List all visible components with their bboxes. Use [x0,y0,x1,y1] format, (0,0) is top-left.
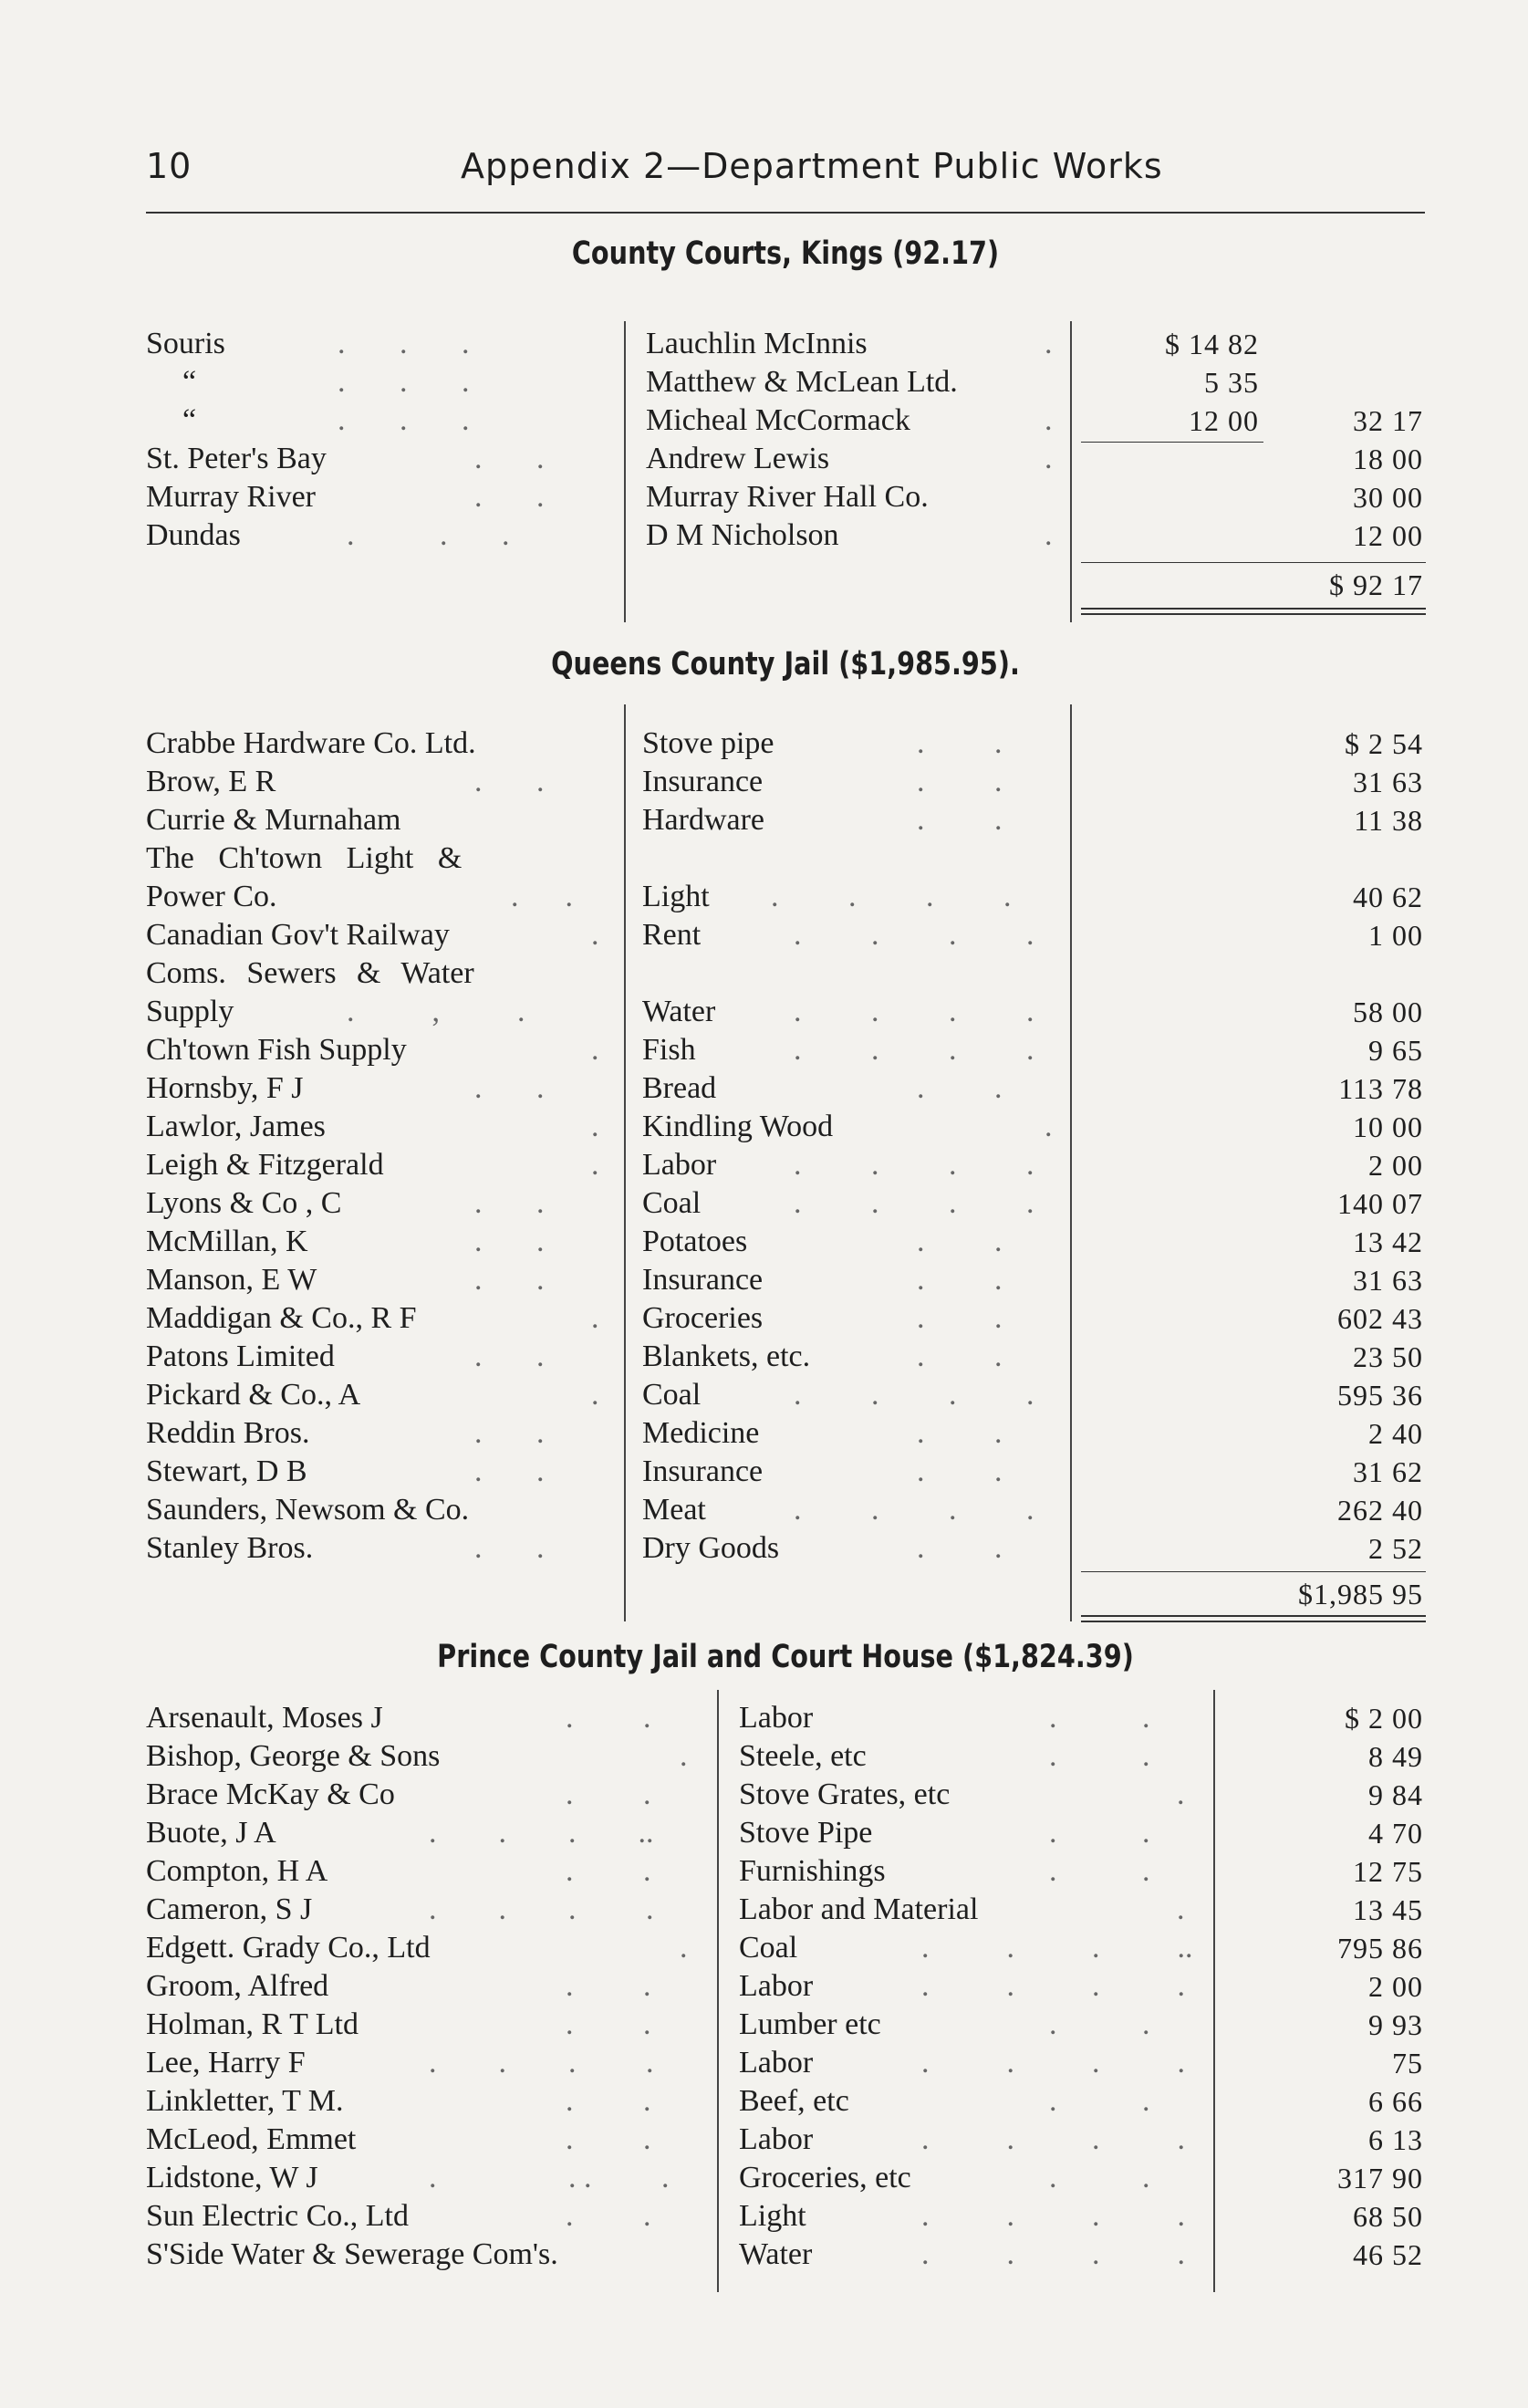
item-cell: Insurance [642,765,764,798]
table-row [0,363,1528,401]
table-row [0,2044,1528,2082]
leader-dots: . . . . [921,2237,1185,2271]
table-row [0,1891,1528,1929]
amount-cell: 602 43 [1337,1302,1423,1335]
table-row [0,478,1528,516]
leader-dots: . [680,1931,688,1965]
amount-cell: $ 2 00 [1345,1702,1423,1735]
leader-dots: . [591,1110,599,1143]
table-row [0,566,1528,604]
subtotal-cell: 5 35 [1204,366,1259,399]
table-row [0,1376,1528,1414]
item-cell: Coal [642,1186,702,1220]
table-row [0,1414,1528,1453]
amount-cell: 140 07 [1337,1187,1423,1220]
place-cell: Dundas [146,518,241,552]
leader-dots: . . . [338,365,470,399]
name-cell: Crabbe Hardware Co. Ltd. [146,726,476,760]
table-row [0,1338,1528,1376]
leader-dots: . . . . [794,995,1034,1028]
name-cell: McMillan, K [146,1225,308,1258]
table-row [0,1575,1528,1613]
item-cell: Water [739,2237,813,2271]
leader-dots: . . [474,1416,545,1450]
name-cell: Holman, R T Ltd [146,2007,359,2041]
leader-dots: . . [474,1263,545,1297]
item-cell: Fish [642,1033,696,1067]
item-cell: Groceries, etc [739,2161,911,2194]
table-row [0,954,1528,993]
leader-dots: . . . . [794,1378,1034,1412]
name-cell: Lyons & Co , C [146,1186,342,1220]
table-row [0,1737,1528,1776]
leader-dots: . . [1049,1739,1150,1773]
item-cell: Light [739,2199,806,2233]
leader-dots: . . [1049,2007,1150,2041]
leader-dots: . . . . [921,2199,1185,2233]
name-cell: Sun Electric Co., Ltd [146,2199,410,2233]
kings-section-title: County Courts, Kings (92.17) [571,235,1000,272]
leader-dots: . . [1049,1701,1150,1735]
item-cell: Stove Pipe [739,1816,873,1850]
item-cell: Stove pipe [642,726,774,760]
payee-cell: Andrew Lewis [646,442,830,475]
amount-cell: 4 70 [1368,1817,1423,1850]
leader-dots: . . . . [794,1493,1034,1527]
name-cell: Manson, E W [146,1263,317,1297]
item-cell: Water [642,995,716,1028]
table-row [0,1776,1528,1814]
subtotal-cell: 12 00 [1189,404,1259,437]
amount-cell: 8 49 [1368,1740,1423,1773]
name-cell: Brow, E R [146,765,276,798]
leader-dots: . [591,1033,599,1067]
payee-cell: Lauchlin McInnis [646,327,868,360]
amount-cell: 10 00 [1353,1110,1423,1143]
leader-dots: . . [566,1701,651,1735]
amount-cell: 595 36 [1337,1379,1423,1412]
grand-total: $1,985 95 [1298,1578,1423,1611]
leader-dots: . . [917,1071,1003,1105]
item-cell: Rent [642,918,702,952]
amount-cell: 6 66 [1368,2085,1423,2118]
leader-dots: . . . . [921,2122,1185,2156]
leader-dots: . . [566,2084,651,2118]
item-cell: Labor [739,2122,814,2156]
table-row [0,1299,1528,1338]
name-cell: Patons Limited [146,1340,335,1373]
leader-dots: . . . . [771,880,1012,913]
leader-dots: . . [917,1263,1003,1297]
leader-dots: . [1045,1110,1053,1143]
name-cell: Cameron, S J [146,1892,313,1926]
table-row [0,801,1528,839]
table-row [0,1529,1528,1568]
payee-cell: D M Nicholson [646,518,839,552]
leader-dots: . . . . [429,1892,654,1926]
table-row [0,1031,1528,1069]
leader-dots: . . [917,726,1003,760]
name-cell: Leigh & Fitzgerald [146,1148,384,1182]
leader-dots: . . [566,1777,651,1811]
table-row [0,1261,1528,1299]
name-cell: Supply [146,995,234,1028]
item-cell: Beef, etc [739,2084,849,2118]
amount-cell: 11 38 [1354,804,1423,837]
amount-cell: 795 86 [1337,1932,1423,1965]
table-row [0,916,1528,954]
leader-dots: . . [474,1454,545,1488]
amount-cell: 40 62 [1353,881,1423,913]
item-cell: Hardware [642,803,765,837]
leader-dots: . [680,1739,688,1773]
double-rule [1081,1621,1426,1622]
item-cell: Potatoes [642,1225,748,1258]
name-cell: Currie & Murnaham [146,803,401,837]
name-cell: Buote, J A [146,1816,276,1850]
leader-dots: . . [474,765,545,798]
leader-dots: . . . [347,518,510,552]
amount-cell: 13 42 [1353,1225,1423,1258]
name-cell: Lawlor, James [146,1110,326,1143]
table-row [0,1184,1528,1223]
amount-cell: 9 93 [1368,2008,1423,2041]
leader-dots: . . . . [794,1148,1034,1182]
header-rule [146,212,1425,214]
place-cell: “ [182,403,197,437]
leader-dots: . [1177,1777,1185,1811]
payee-cell: Murray River Hall Co. [646,480,929,514]
name-cell: Power Co. [146,880,277,913]
name-cell: Reddin Bros. [146,1416,310,1450]
double-rule [1081,613,1426,615]
table-row [0,2236,1528,2274]
name-cell: Coms. Sewers & Water [146,956,474,990]
table-row [0,724,1528,763]
table-row [0,1852,1528,1891]
amount-cell: 9 65 [1368,1034,1423,1067]
leader-dots: . . [1049,2084,1150,2118]
name-cell: Stewart, D B [146,1454,307,1488]
leader-dots: . [591,1378,599,1412]
total-rule [1081,1571,1426,1572]
prince-section-title: Prince County Jail and Court House ($1,824.39) [437,1639,1134,1675]
table-row [0,516,1528,555]
amount-cell: 262 40 [1337,1494,1423,1527]
amount-cell: 31 63 [1353,766,1423,798]
grand-total: $ 92 17 [1329,568,1423,601]
leader-dots: . . . [338,327,470,360]
name-cell: Lee, Harry F [146,2046,306,2080]
name-cell: S'Side Water & Sewerage Com's. [146,2237,558,2271]
item-cell: Light [642,880,710,913]
amount-cell: 13 45 [1353,1893,1423,1926]
leader-dots: . [1177,1892,1185,1926]
leader-dots: . . . . [921,1969,1185,2003]
amount-cell: 113 78 [1338,1072,1423,1105]
item-cell: Furnishings [739,1854,886,1888]
leader-dots: . . [917,1301,1003,1335]
table-row [0,763,1528,801]
item-cell: Kindling Wood [642,1110,834,1143]
leader-dots: . . [474,442,545,475]
amount-cell: 58 00 [1353,996,1423,1028]
total-cell: 18 00 [1353,443,1423,475]
leader-dots: . . [1049,2161,1150,2194]
table-row [0,1453,1528,1491]
name-cell: Saunders, Newsom & Co. [146,1493,470,1527]
item-cell: Groceries [642,1301,764,1335]
table-row [0,1967,1528,2006]
name-cell: Linkletter, T M. [146,2084,344,2118]
amount-cell: 68 50 [1353,2200,1423,2233]
leader-dots: . , . [347,995,525,1028]
name-cell: The Ch'town Light & [146,841,463,875]
leader-dots: . [591,1148,599,1182]
leader-dots: . . [566,2199,651,2233]
item-cell: Meat [642,1493,706,1527]
place-cell: “ [182,365,197,399]
item-cell: Stove Grates, etc [739,1777,951,1811]
double-rule [1081,608,1426,610]
leader-dots: . . [917,1340,1003,1373]
table-row [0,993,1528,1031]
amount-cell: 2 00 [1368,1149,1423,1182]
amount-cell: 23 50 [1353,1340,1423,1373]
place-cell: Souris [146,327,225,360]
total-cell: 32 17 [1353,404,1423,437]
leader-dots: . . . . [794,1186,1034,1220]
amount-cell: 2 52 [1368,1532,1423,1565]
name-cell: Pickard & Co., A [146,1378,361,1412]
name-cell: McLeod, Emmet [146,2122,357,2156]
table-row [0,1814,1528,1852]
leader-dots: . . [511,880,573,913]
amount-cell: $ 2 54 [1345,727,1423,760]
name-cell: Ch'town Fish Supply [146,1033,407,1067]
table-row [0,401,1528,440]
leader-dots: . . [917,1454,1003,1488]
table-row [0,878,1528,916]
table-row [0,325,1528,363]
amount-cell: 317 90 [1337,2162,1423,2194]
amount-cell: 6 13 [1368,2123,1423,2156]
leader-dots: . . . . [429,2161,670,2194]
payee-cell: Matthew & McLean Ltd. [646,365,958,399]
name-cell: Bishop, George & Sons [146,1739,441,1773]
leader-dots: . . . [338,403,470,437]
name-cell: Compton, H A [146,1854,328,1888]
name-cell: Arsenault, Moses J [146,1701,383,1735]
item-cell: Lumber etc [739,2007,881,2041]
total-cell: 30 00 [1353,481,1423,514]
leader-dots: . [591,1301,599,1335]
leader-dots: . . [566,2007,651,2041]
leader-dots: . . [566,1969,651,2003]
page-number: 10 [146,146,192,186]
table-row [0,2006,1528,2044]
place-cell: St. Peter's Bay [146,442,327,475]
leader-dots: . [1045,442,1053,475]
page-header [146,137,1423,192]
leader-dots: . . [474,1071,545,1105]
name-cell: Hornsby, F J [146,1071,304,1105]
payee-cell: Micheal McCormack [646,403,910,437]
leader-dots: . . [917,1416,1003,1450]
subtotal-cell: $ 14 82 [1165,328,1259,360]
item-cell: Labor [739,1701,814,1735]
leader-dots: . . [474,480,545,514]
name-cell: Stanley Bros. [146,1531,314,1565]
amount-cell: 75 [1392,2047,1423,2080]
leader-dots: . [1045,403,1053,437]
item-cell: Blankets, etc. [642,1340,811,1373]
name-cell: Maddigan & Co., R F [146,1301,417,1335]
table-row [0,2197,1528,2236]
name-cell: Groom, Alfred [146,1969,329,2003]
leader-dots: . . [566,1854,651,1888]
item-cell: Labor [739,2046,814,2080]
leader-dots: . . . . [794,1033,1034,1067]
place-cell: Murray River [146,480,317,514]
leader-dots: . [1045,518,1053,552]
item-cell: Medicine [642,1416,760,1450]
amount-cell: 2 00 [1368,1970,1423,2003]
amount-cell: 1 00 [1368,919,1423,952]
table-row [0,1699,1528,1737]
leader-dots: . . [474,1340,545,1373]
leader-dots: . . [917,765,1003,798]
table-row [0,1069,1528,1108]
amount-cell: 31 63 [1353,1264,1423,1297]
double-rule [1081,1615,1426,1617]
leader-dots: . . [917,803,1003,837]
item-cell: Labor [739,1969,814,2003]
table-row [0,2121,1528,2159]
leader-dots: . . [474,1186,545,1220]
name-cell: Lidstone, W J [146,2161,318,2194]
table-row [0,1108,1528,1146]
table-row [0,1146,1528,1184]
leader-dots: . . . . [429,2046,654,2080]
leader-dots: . . [566,2122,651,2156]
name-cell: Edgett. Grady Co., Ltd [146,1931,431,1965]
table-row [0,440,1528,478]
leader-dots: . . . .. [429,1816,654,1850]
amount-cell: 12 75 [1353,1855,1423,1888]
leader-dots: . . [474,1531,545,1565]
leader-dots: . . . . [921,2046,1185,2080]
leader-dots: . . [917,1531,1003,1565]
item-cell: Labor [642,1148,717,1182]
item-cell: Dry Goods [642,1531,780,1565]
item-cell: Insurance [642,1454,764,1488]
item-cell: Insurance [642,1263,764,1297]
name-cell: Brace McKay & Co [146,1777,395,1811]
amount-cell: 9 84 [1368,1778,1423,1811]
page-title: Appendix 2—Department Public Works [461,146,1163,186]
amount-cell: 31 62 [1353,1455,1423,1488]
table-row [0,839,1528,878]
name-cell: Canadian Gov't Railway [146,918,450,952]
leader-dots: . . [1049,1816,1150,1850]
leader-dots: . [1045,327,1053,360]
item-cell: Bread [642,1071,717,1105]
table-row [0,2082,1528,2121]
leader-dots: . . . .. [921,1931,1193,1965]
leader-dots: . . [917,1225,1003,1258]
leader-dots: . . . . [794,918,1034,952]
leader-dots: . [591,918,599,952]
total-rule [1081,562,1426,563]
item-cell: Coal [739,1931,798,1965]
queens-section-title: Queens County Jail ($1,985.95). [551,646,1020,683]
item-cell: Coal [642,1378,702,1412]
amount-cell: 46 52 [1353,2238,1423,2271]
table-row [0,1929,1528,1967]
leader-dots: . . [474,1225,545,1258]
table-row [0,1223,1528,1261]
table-row [0,2159,1528,2197]
amount-cell: 2 40 [1368,1417,1423,1450]
item-cell: Labor and Material [739,1892,979,1926]
item-cell: Steele, etc [739,1739,867,1773]
table-row [0,1491,1528,1529]
leader-dots: . . [1049,1854,1150,1888]
total-cell: 12 00 [1353,519,1423,552]
